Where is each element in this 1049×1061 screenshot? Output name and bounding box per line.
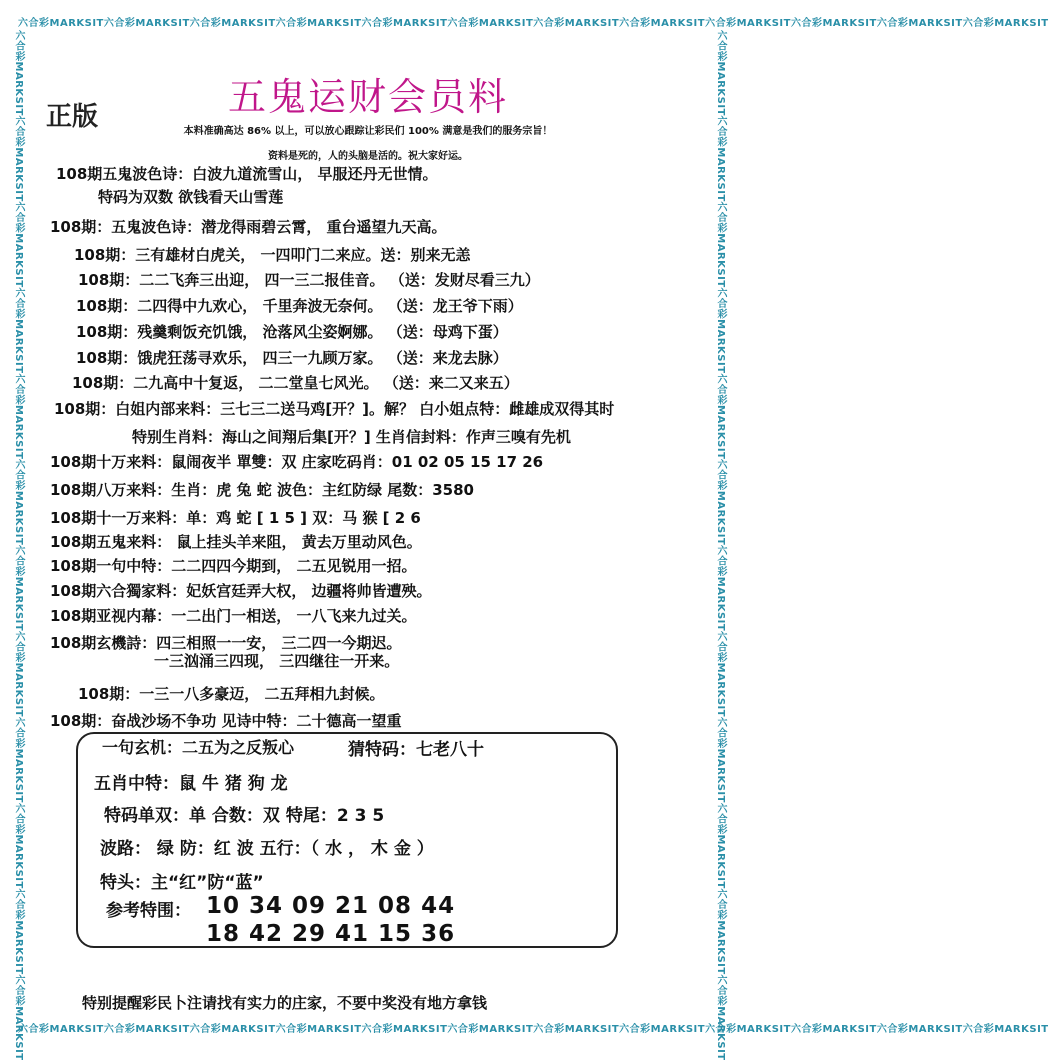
border-left: 六合彩MARKSIT六合彩MARKSIT六合彩MARKSIT六合彩MARKSIT六合彩MARKSIT六合彩MARKSIT六合彩MARKSIT六合彩MARKSIT六合彩MARKSIT六合彩MARKSIT六合彩MARKSIT六合彩MARKSIT [13,30,24,1061]
wave-line: 波路： 绿 防：红 波 五行：（ 水 ， 木 金 ） [100,839,434,859]
poem-line: 108期：三有雄材白虎关， 一四叩门二来应。送：别来无恙 [74,246,471,264]
poem-line: 108期：二四得中九欢心， 千里奔波无奈何。 （送：龙王爷下雨） [76,297,523,315]
poem-line: 特码为双数 欲钱看天山雪莲 [98,188,284,206]
poem-line: 特别生肖料：海山之间翔后集[开？] 生肖信封料：作声三嗅有先机 [132,428,571,446]
poem-line: 108期十万来料：鼠闹夜半 單雙：双 庄家吃码肖：01 02 05 15 17 26 [50,453,544,471]
poem-line: 108期五鬼来料： 鼠上挂头羊来阻， 黄去万里动风色。 [50,533,422,551]
poem-line: 108期玄機詩：四三相照一一安， 三二四一今期迟。 [50,634,402,652]
subtitle-luck: 资料是死的，人的头脑是活的。祝大家好运。 [268,151,468,162]
poem-line: 108期：饿虎狂荡寻欢乐， 四三一九顾万家。 （送：来龙去脉） [76,349,508,367]
head-line: 特头：主“红”防“蓝” [100,873,264,893]
page-title: 五鬼运财会员料 [227,75,508,119]
poem-line: 108期：残羹剩饭充饥饿， 沧落风尘姿婀娜。 （送：母鸡下蛋） [76,323,508,341]
poem-line: 一三汹涌三四现， 三四继往一开来。 [154,652,400,670]
guess-line: 猜特码：七老八十 [348,740,484,760]
footer-notice: 特别提醒彩民卜注请找有实力的庄家，不要中奖没有地方拿钱 [82,994,488,1012]
poem-line: 108期：二九高中十复返， 二二堂皇七风光。 （送：来二又来五） [72,374,519,392]
poem-line: 108期：五鬼波色诗：潜龙得雨碧云霄， 重台遥望九天高。 [50,218,447,236]
poem-line: 108期一句中特：二二四四今期到， 二五见锐用一招。 [50,557,417,575]
reference-label: 参考特围： [106,901,191,921]
poem-line: 108期亚视内幕：一二出门一相送， 一八飞来九过关。 [50,607,417,625]
reference-numbers-row-1: 10 34 09 21 08 44 [206,893,456,919]
odd-even-line: 特码单双：单 合数：双 特尾：2 3 5 [104,806,385,826]
poem-line: 108期：奋战沙场不争功 见诗中特：二十德高一望重 [50,712,402,730]
poem-line: 108期十一万来料：单：鸡 蛇 [ 1 5 ] 双：马 猴 [ 2 6 [50,509,421,527]
subtitle-accuracy: 本料准确高达 86% 以上，可以放心跟踪让彩民们 100% 满意是我们的服务宗旨！ [183,126,553,137]
poem-line: 108期六合獨家料：妃妖宫廷弄大权， 边疆将帅皆遭殃。 [50,582,432,600]
border-bottom: 六合彩MARKSIT六合彩MARKSIT六合彩MARKSIT六合彩MARKSIT六合彩MARKSIT六合彩MARKSIT六合彩MARKSIT六合彩MARKSIT六合彩MARKSIT六合彩MARKSIT六合彩MARKSIT六合彩MARKSIT [18,1024,1049,1035]
border-top: 六合彩MARKSIT六合彩MARKSIT六合彩MARKSIT六合彩MARKSIT六合彩MARKSIT六合彩MARKSIT六合彩MARKSIT六合彩MARKSIT六合彩MARKSIT六合彩MARKSIT六合彩MARKSIT六合彩MARKSIT [18,18,1049,29]
riddle-line: 一句玄机：二五为之反叛心 [102,738,295,757]
poem-line: 108期：白姐内部来料：三七三二送马鸡[开？]。解？ 白小姐点特：雌雄成双得其时 [54,400,615,418]
five-zodiac-line: 五肖中特：鼠 牛 猪 狗 龙 [94,774,288,794]
poem-line: 108期：一三一八多豪迈， 二五拜相九封候。 [78,685,385,703]
poem-line: 108期八万来料：生肖：虎 兔 蛇 波色：主红防绿 尾数：3580 [50,481,474,499]
reference-numbers-row-2: 18 42 29 41 15 36 [206,921,456,947]
poem-line: 108期：二二飞奔三出迎， 四一三二报佳音。 （送：发财尽看三九） [78,271,540,289]
genuine-badge: 正版 [46,102,99,132]
poem-line: 108期五鬼波色诗：白波九道流雪山， 早服还丹无世情。 [56,165,438,183]
border-right: 六合彩MARKSIT六合彩MARKSIT六合彩MARKSIT六合彩MARKSIT六合彩MARKSIT六合彩MARKSIT六合彩MARKSIT六合彩MARKSIT六合彩MARKSIT六合彩MARKSIT六合彩MARKSIT六合彩MARKSIT [715,30,726,1061]
